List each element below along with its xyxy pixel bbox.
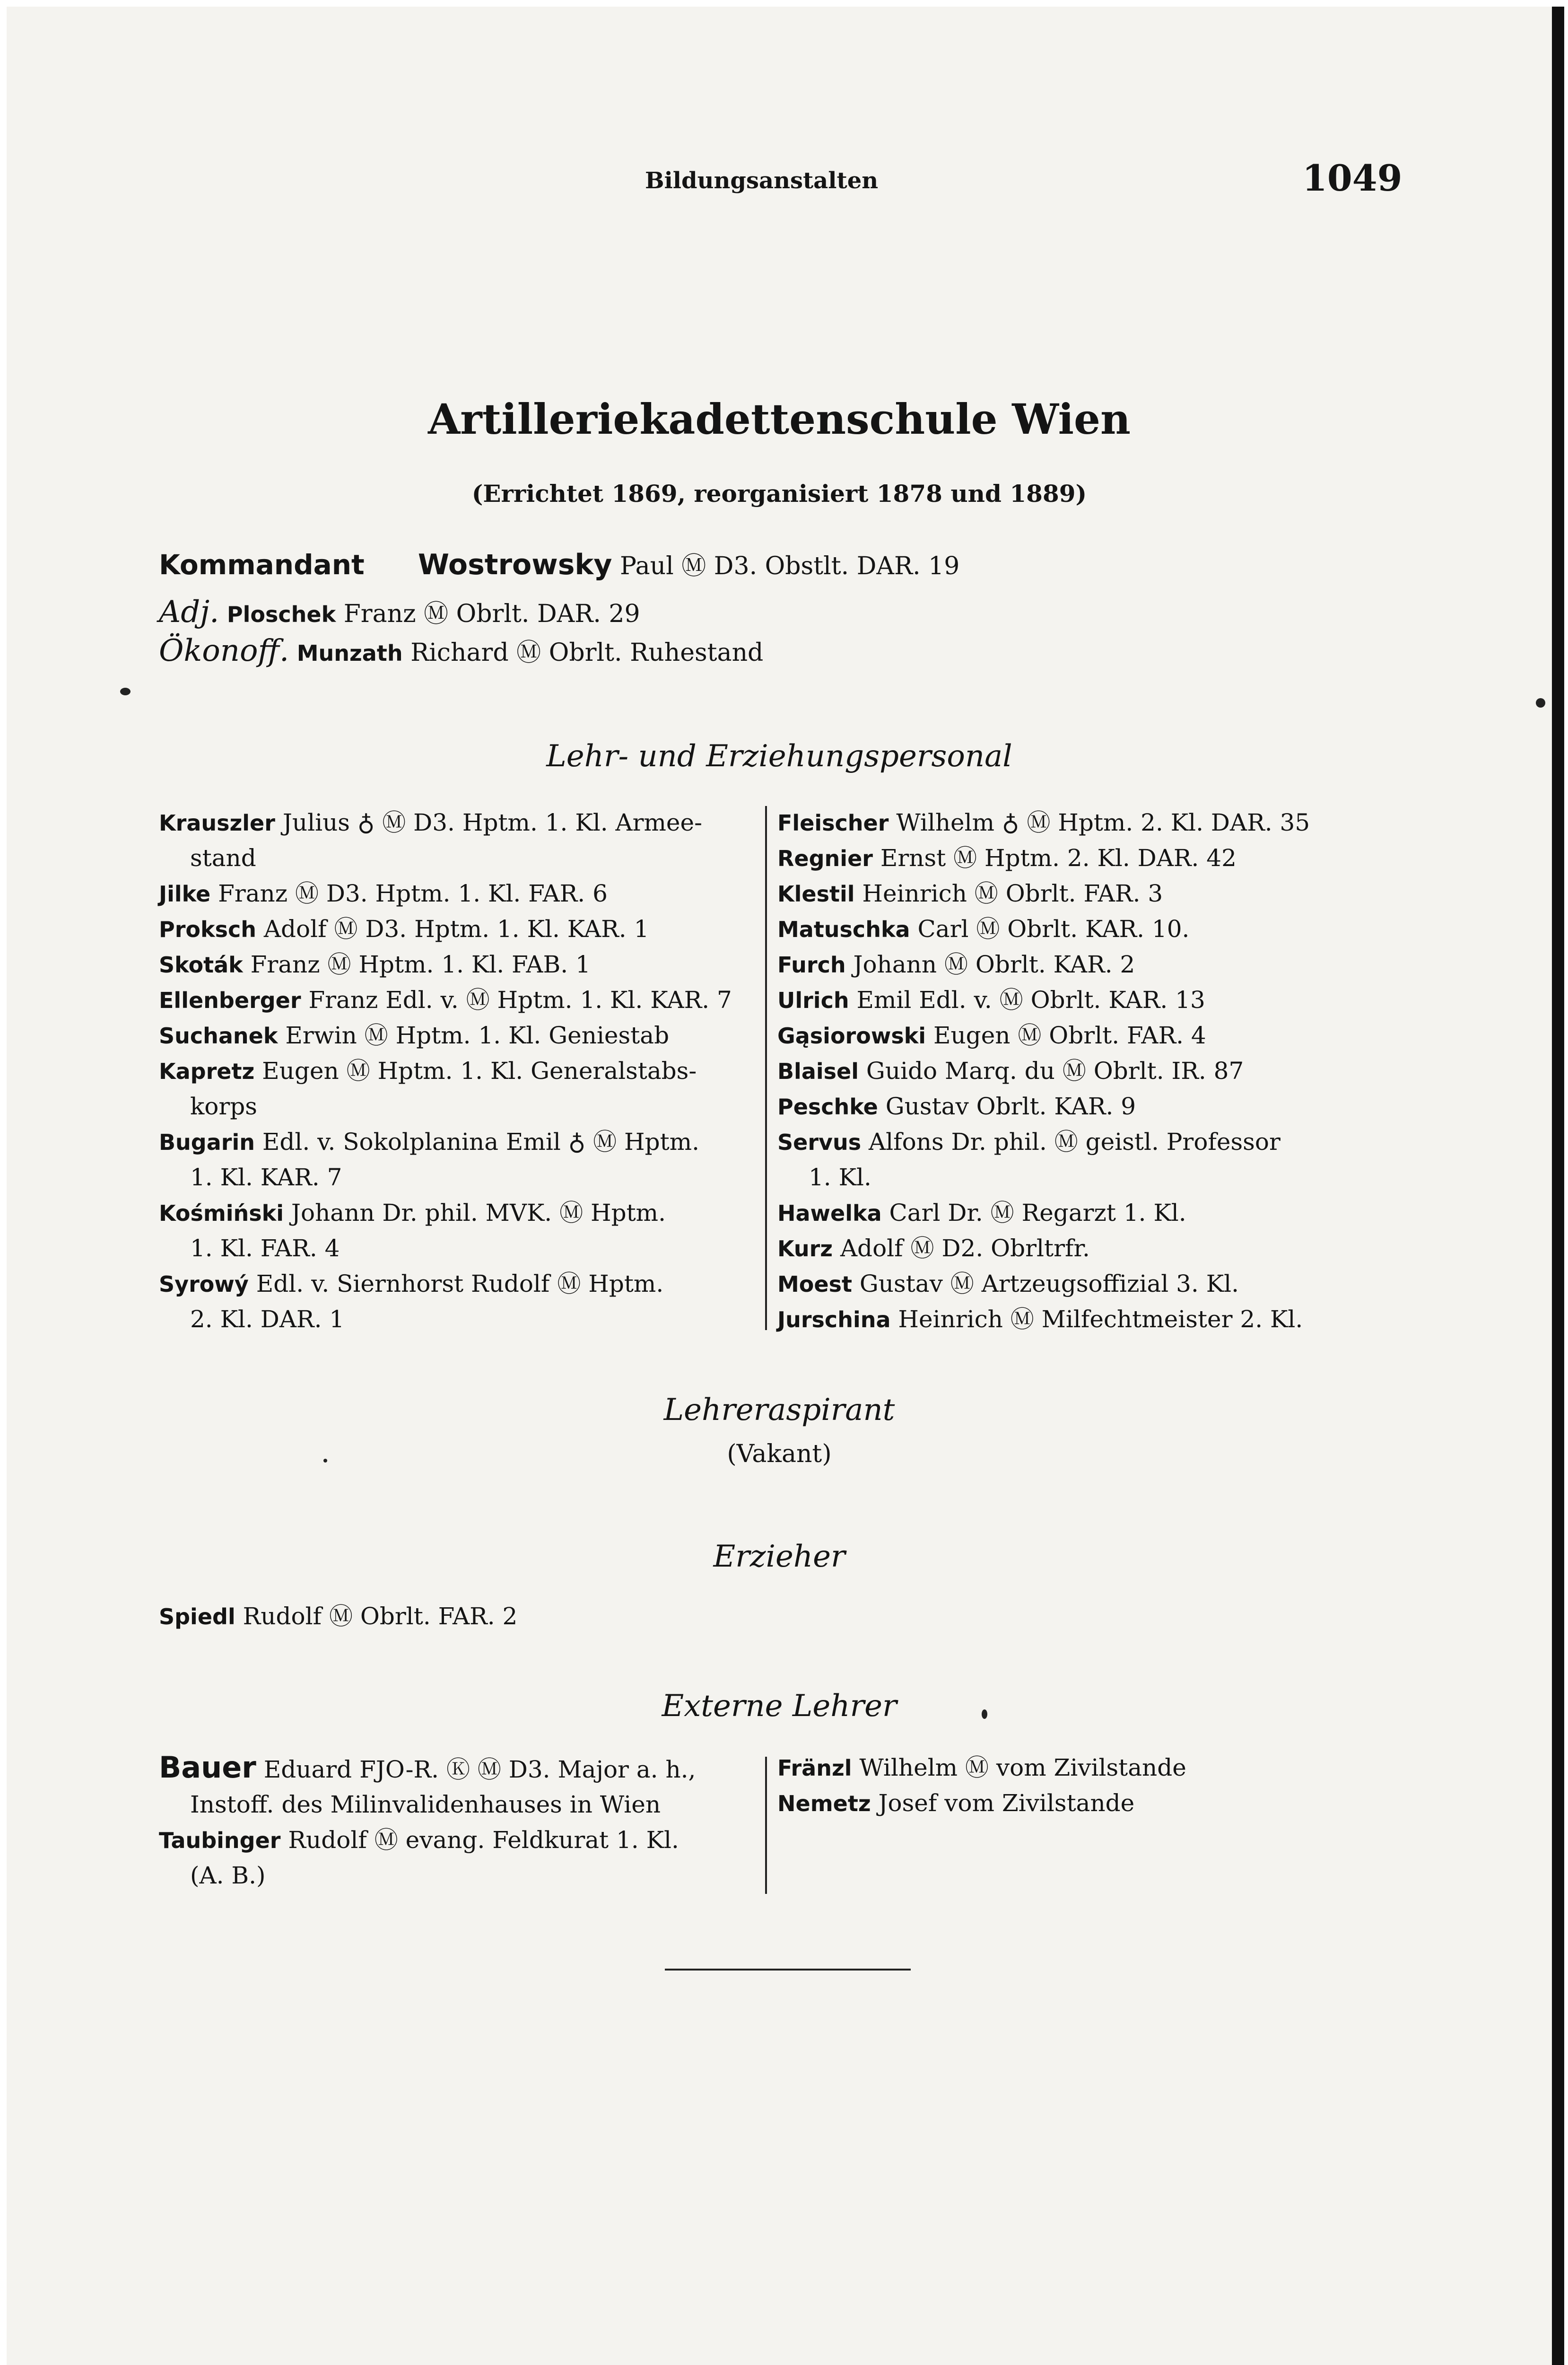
person-name: Proksch bbox=[159, 917, 256, 942]
externe-heading: Externe Lehrer bbox=[662, 1689, 897, 1724]
person-name: Bugarin bbox=[159, 1130, 255, 1155]
person-details: Johann Ⓜ Obrlt. KAR. 2 bbox=[853, 951, 1135, 978]
externe-entry bbox=[777, 1750, 1392, 1786]
kommandant-label: Kommandant bbox=[159, 549, 365, 581]
person-name: Klestil bbox=[777, 881, 855, 907]
person-name: Kośmiński bbox=[159, 1200, 284, 1226]
person-details: Ernst Ⓜ Hptm. 2. Kl. DAR. 42 bbox=[880, 844, 1237, 872]
person-name: Ellenberger bbox=[159, 988, 301, 1013]
person-details: 1. Kl. bbox=[809, 1164, 871, 1191]
person-details: 1. Kl. KAR. 7 bbox=[190, 1164, 342, 1191]
person-details: Carl Ⓜ Obrlt. KAR. 10. bbox=[917, 915, 1190, 943]
person-details: Gustav Ⓜ Artzeugsoffizial 3. Kl. bbox=[859, 1270, 1239, 1297]
externe-entry bbox=[159, 1822, 759, 1858]
person-details: Julius ♁ Ⓜ D3. Hptm. 1. Kl. Armee- bbox=[282, 809, 702, 836]
person-name: Regnier bbox=[777, 846, 873, 871]
person-details: Franz Ⓜ Hptm. 1. Kl. FAB. 1 bbox=[250, 951, 591, 978]
staff-entry bbox=[777, 1195, 1392, 1231]
externe-entry bbox=[159, 1750, 759, 1787]
staff-entry bbox=[777, 1018, 1392, 1053]
staff-entry bbox=[159, 1195, 759, 1231]
staff-right-column bbox=[777, 805, 1392, 1337]
okonoff-name: Munzath bbox=[296, 640, 403, 666]
person-name: Servus bbox=[777, 1130, 862, 1155]
person-details: Carl Dr. Ⓜ Regarzt 1. Kl. bbox=[889, 1199, 1186, 1226]
person-details: Eduard FJO-R. Ⓚ Ⓜ D3. Major a. h., bbox=[263, 1756, 696, 1783]
aspirant-note: (Vakant) bbox=[727, 1440, 832, 1468]
staff-entry bbox=[777, 841, 1392, 876]
okonoff-label: Ökonoff. bbox=[159, 633, 289, 668]
kommandant-name: Wostrowsky bbox=[418, 548, 612, 581]
person-name: Fränzl bbox=[777, 1755, 852, 1781]
person-name: Suchanek bbox=[159, 1023, 278, 1049]
person-name: Taubinger bbox=[159, 1828, 281, 1853]
person-name: Jurschina bbox=[777, 1307, 891, 1332]
closing-rule bbox=[665, 1969, 911, 1971]
staff-entry bbox=[777, 1053, 1392, 1089]
person-name: Ulrich bbox=[777, 988, 849, 1013]
kommandant-line bbox=[159, 548, 960, 581]
staff-entry bbox=[159, 1302, 759, 1337]
staff-entry bbox=[777, 947, 1392, 982]
person-details: Franz Edl. v. Ⓜ Hptm. 1. Kl. KAR. 7 bbox=[308, 986, 732, 1014]
staff-entry bbox=[159, 1231, 759, 1266]
staff-entry bbox=[159, 876, 759, 911]
staff-entry bbox=[159, 982, 759, 1018]
person-details: Rudolf Ⓜ evang. Feldkurat 1. Kl. bbox=[288, 1826, 679, 1854]
page-subtitle: (Errichtet 1869, reorganisiert 1878 und 1889) bbox=[471, 480, 1087, 508]
person-details: Eugen Ⓜ Obrlt. FAR. 4 bbox=[933, 1022, 1206, 1049]
staff-entry bbox=[777, 1089, 1392, 1124]
erzieher-heading: Erzieher bbox=[713, 1539, 845, 1574]
adjutant-details: Franz Ⓜ Obrlt. DAR. 29 bbox=[343, 600, 640, 628]
staff-entry bbox=[777, 805, 1392, 841]
staff-entry bbox=[777, 876, 1392, 911]
person-name: Skoták bbox=[159, 952, 243, 978]
staff-entry bbox=[777, 1231, 1392, 1266]
person-name: Syrowý bbox=[159, 1271, 249, 1297]
person-details: Gustav Obrlt. KAR. 9 bbox=[885, 1093, 1136, 1120]
person-details: Adolf Ⓜ D3. Hptm. 1. Kl. KAR. 1 bbox=[263, 915, 649, 943]
staff-entry bbox=[777, 911, 1392, 947]
person-details: Alfons Dr. phil. Ⓜ geistl. Professor bbox=[869, 1128, 1281, 1156]
staff-entry bbox=[777, 1124, 1392, 1160]
person-name: Hawelka bbox=[777, 1200, 882, 1226]
okonoff-line bbox=[159, 633, 764, 668]
person-details: Wilhelm Ⓜ vom Zivilstande bbox=[859, 1754, 1186, 1781]
print-speck bbox=[120, 688, 131, 695]
person-details: Edl. v. Siernhorst Rudolf Ⓜ Hptm. bbox=[256, 1270, 664, 1297]
staff-entry bbox=[777, 1302, 1392, 1337]
running-title: Bildungsanstalten bbox=[645, 167, 879, 194]
person-name: Kurz bbox=[777, 1236, 833, 1261]
person-name: Krauszler bbox=[159, 810, 275, 836]
staff-entry bbox=[159, 947, 759, 982]
person-name: Matuschka bbox=[777, 917, 910, 942]
staff-heading: Lehr- und Erziehungspersonal bbox=[546, 739, 1012, 774]
staff-left-column bbox=[159, 805, 759, 1337]
print-speck bbox=[1536, 698, 1545, 708]
person-name: Fleischer bbox=[777, 810, 889, 836]
staff-entry bbox=[159, 1018, 759, 1053]
person-details: Heinrich Ⓜ Milfechtmeister 2. Kl. bbox=[898, 1305, 1303, 1333]
person-name: Peschke bbox=[777, 1094, 878, 1120]
staff-entry bbox=[159, 1160, 759, 1195]
staff-entry bbox=[159, 805, 759, 841]
person-details: korps bbox=[190, 1093, 257, 1120]
page-number: 1049 bbox=[1302, 157, 1402, 199]
staff-entry bbox=[159, 841, 759, 876]
person-name: Furch bbox=[777, 952, 846, 978]
externe-entry bbox=[159, 1858, 759, 1893]
person-details: Rudolf Ⓜ Obrlt. FAR. 2 bbox=[243, 1603, 518, 1630]
person-details: 2. Kl. DAR. 1 bbox=[190, 1305, 345, 1333]
person-details: stand bbox=[190, 844, 256, 872]
person-details: Franz Ⓜ D3. Hptm. 1. Kl. FAR. 6 bbox=[218, 880, 608, 907]
person-details: Guido Marq. du Ⓜ Obrlt. IR. 87 bbox=[866, 1057, 1244, 1085]
person-name: Moest bbox=[777, 1271, 852, 1297]
person-details: Emil Edl. v. Ⓜ Obrlt. KAR. 13 bbox=[856, 986, 1205, 1014]
person-details: Johann Dr. phil. MVK. Ⓜ Hptm. bbox=[291, 1199, 666, 1226]
person-details: 1. Kl. FAR. 4 bbox=[190, 1235, 340, 1262]
column-divider bbox=[765, 1757, 767, 1894]
staff-entry bbox=[777, 1266, 1392, 1302]
kommandant-details: Paul Ⓜ D3. Obstlt. DAR. 19 bbox=[619, 552, 960, 580]
okonoff-details: Richard Ⓜ Obrlt. Ruhestand bbox=[410, 639, 764, 667]
adjutant-name: Ploschek bbox=[226, 602, 336, 627]
person-name: Bauer bbox=[159, 1750, 256, 1785]
staff-entry bbox=[777, 1160, 1392, 1195]
person-name: Kapretz bbox=[159, 1059, 255, 1084]
erzieher-entry bbox=[159, 1599, 517, 1634]
person-name: Nemetz bbox=[777, 1791, 871, 1816]
staff-entry bbox=[159, 911, 759, 947]
person-name: Gąsiorowski bbox=[777, 1023, 926, 1049]
externe-entry bbox=[159, 1787, 759, 1822]
externe-entry bbox=[777, 1786, 1392, 1821]
person-details: (A. B.) bbox=[190, 1862, 266, 1889]
staff-entry bbox=[159, 1053, 759, 1089]
person-details: Edl. v. Sokolplanina Emil ♁ Ⓜ Hptm. bbox=[262, 1128, 700, 1156]
externe-right-column bbox=[777, 1750, 1392, 1821]
staff-entry bbox=[159, 1266, 759, 1302]
person-details: Josef vom Zivilstande bbox=[878, 1789, 1135, 1817]
person-details: Instoff. des Milinvalidenhauses in Wien bbox=[190, 1791, 661, 1818]
person-details: Adolf Ⓜ D2. Obrltrfr. bbox=[840, 1235, 1090, 1262]
adjutant-label: Adj. bbox=[159, 595, 219, 630]
staff-entry bbox=[777, 982, 1392, 1018]
column-divider bbox=[765, 806, 767, 1330]
person-details: Heinrich Ⓜ Obrlt. FAR. 3 bbox=[862, 880, 1163, 907]
print-speck bbox=[323, 1459, 327, 1463]
person-details: Erwin Ⓜ Hptm. 1. Kl. Geniestab bbox=[285, 1022, 670, 1049]
adjutant-line bbox=[159, 595, 640, 630]
person-name: Jilke bbox=[159, 881, 211, 907]
person-details: Eugen Ⓜ Hptm. 1. Kl. Generalstabs- bbox=[262, 1057, 697, 1085]
page-title: Artilleriekadettenschule Wien bbox=[428, 394, 1131, 444]
staff-entry bbox=[159, 1089, 759, 1124]
aspirant-heading: Lehreraspirant bbox=[663, 1393, 895, 1428]
person-details: Wilhelm ♁ Ⓜ Hptm. 2. Kl. DAR. 35 bbox=[896, 809, 1310, 836]
page bbox=[7, 7, 1564, 2365]
staff-entry bbox=[159, 1124, 759, 1160]
print-speck bbox=[982, 1709, 987, 1719]
person-name: Blaisel bbox=[777, 1059, 859, 1084]
person-name: Spiedl bbox=[159, 1604, 235, 1629]
externe-left-column bbox=[159, 1750, 759, 1893]
